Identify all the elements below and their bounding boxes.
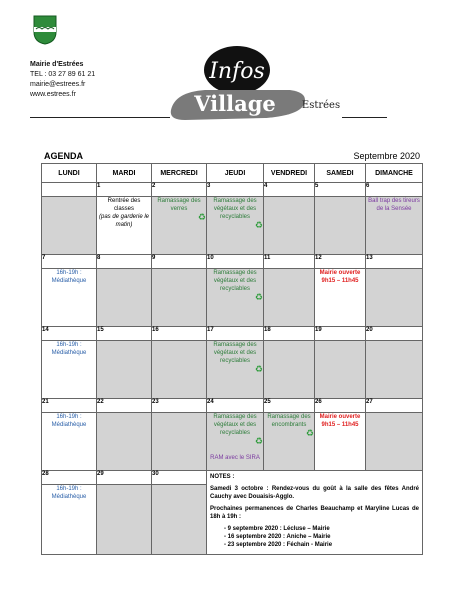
day-cell[interactable]	[264, 269, 315, 327]
recycle-icon: ♻	[254, 364, 263, 374]
date-number-row	[42, 183, 423, 197]
event-text: Ramassage des végétaux et des recyclables	[213, 414, 257, 436]
recycle-icon: ♻	[254, 292, 263, 302]
day-cell[interactable]	[97, 413, 152, 471]
day-cell[interactable]	[366, 341, 423, 399]
recycle-icon: ♻	[254, 436, 263, 446]
date-number: 27	[366, 399, 423, 413]
date-number: 28	[42, 471, 97, 485]
date-number: 19	[315, 327, 366, 341]
date-number: 9	[152, 255, 207, 269]
date-number: 17	[207, 327, 264, 341]
date-number: 5	[315, 183, 366, 197]
mairie-tel: TEL : 03 27 89 61 21	[30, 71, 96, 78]
event-row	[42, 413, 423, 471]
day-cell[interactable]	[207, 413, 264, 471]
date-number: 29	[97, 471, 152, 485]
event-text: 16h-19h : Médiathèque	[51, 342, 87, 356]
date-number: 20	[366, 327, 423, 341]
date-number: 22	[97, 399, 152, 413]
date-number: 3	[207, 183, 264, 197]
day-cell[interactable]	[97, 341, 152, 399]
event-text: Ramassage des verres	[157, 198, 201, 212]
event-text: 16h-19h : Médiathèque	[51, 414, 87, 428]
recycle-icon: ♻	[305, 428, 314, 438]
day-header: DIMANCHE	[366, 164, 423, 183]
month-title: Septembre 2020	[353, 151, 420, 161]
date-number: 2	[152, 183, 207, 197]
day-cell[interactable]	[42, 269, 97, 327]
date-number-row	[42, 255, 423, 269]
event-row	[42, 197, 423, 255]
date-number: 12	[315, 255, 366, 269]
day-cell[interactable]	[366, 197, 423, 255]
event-text: 16h-19h : Médiathèque	[51, 270, 87, 284]
day-cell[interactable]	[152, 485, 207, 555]
date-number	[42, 183, 97, 197]
date-number: 11	[264, 255, 315, 269]
event-text: Ramassage des encombrants	[267, 414, 311, 428]
day-header: SAMEDI	[315, 164, 366, 183]
event-text: Rentrée des classes	[107, 198, 141, 212]
date-number-row	[42, 399, 423, 413]
date-number: 18	[264, 327, 315, 341]
date-number: 24	[207, 399, 264, 413]
date-number: 21	[42, 399, 97, 413]
date-number: 8	[97, 255, 152, 269]
day-cell[interactable]	[207, 269, 264, 327]
date-number: 15	[97, 327, 152, 341]
event-subtext: 9h15 – 11h45	[321, 278, 359, 284]
event-text: Ramassage des végétaux et des recyclables	[213, 270, 257, 292]
event-row	[42, 341, 423, 399]
day-cell[interactable]	[42, 197, 97, 255]
event-text: Ramassage des végétaux et des recyclables	[213, 342, 257, 364]
day-cell[interactable]	[264, 341, 315, 399]
banner-estrees: Estrées	[301, 100, 341, 111]
date-number: 4	[264, 183, 315, 197]
event-text: Ball trap des tireurs de la Sensée	[368, 198, 420, 212]
permanence-item: - 16 septembre 2020 : Aniche – Mairie	[234, 533, 419, 541]
event-text: 16h-19h : Médiathèque	[51, 486, 87, 500]
date-number: 26	[315, 399, 366, 413]
permanence-item: - 23 septembre 2020 : Féchain - Mairie	[234, 541, 419, 549]
day-cell[interactable]	[152, 197, 207, 255]
date-number: 1	[97, 183, 152, 197]
mairie-email[interactable]: mairie@estrees.fr	[30, 81, 86, 88]
date-number: 7	[42, 255, 97, 269]
day-cell[interactable]	[97, 485, 152, 555]
day-cell[interactable]	[152, 413, 207, 471]
day-cell[interactable]	[366, 269, 423, 327]
notes-title: NOTES :	[210, 474, 235, 480]
notes-paragraph: Samedi 3 octobre : Rendez-vous du goût à la salle des fêtes André Cauchy avec Douaisis-Agglo.	[210, 486, 419, 500]
day-cell[interactable]	[152, 269, 207, 327]
event-text: Ramassage des végétaux et des recyclables	[213, 198, 257, 220]
infos-village-banner	[165, 40, 345, 126]
date-number: 14	[42, 327, 97, 341]
recycle-icon: ♻	[254, 220, 263, 230]
day-header: VENDREDI	[264, 164, 315, 183]
day-cell[interactable]	[97, 269, 152, 327]
event-subtext: RAM avec le SIRA	[210, 454, 260, 461]
date-number: 10	[207, 255, 264, 269]
day-cell[interactable]	[264, 197, 315, 255]
event-subtext: (pas de garderie le matin)	[98, 214, 150, 228]
mairie-contact	[30, 60, 95, 100]
event-subtext: 9h15 – 11h45	[321, 422, 359, 428]
date-number: 30	[152, 471, 207, 485]
calendar-table	[41, 163, 423, 555]
date-number: 25	[264, 399, 315, 413]
day-header-row	[42, 164, 423, 183]
day-cell[interactable]	[315, 197, 366, 255]
day-cell[interactable]	[315, 413, 366, 471]
mairie-name: Mairie d'Estrées	[30, 61, 84, 68]
notes-paragraph: Prochaines permanences de Charles Beauchamp et Maryline Lucas de 18h à 19h :	[210, 506, 419, 520]
date-number: 16	[152, 327, 207, 341]
day-cell[interactable]	[152, 341, 207, 399]
day-cell[interactable]	[207, 341, 264, 399]
day-cell[interactable]	[366, 413, 423, 471]
event-text: Mairie ouverte	[319, 270, 361, 276]
day-header: MERCREDI	[152, 164, 207, 183]
page-header	[0, 0, 450, 140]
agenda-title: AGENDA	[44, 151, 84, 161]
day-cell[interactable]	[207, 197, 264, 255]
day-cell[interactable]	[97, 197, 152, 255]
notes-panel	[207, 471, 423, 555]
date-number-row	[42, 327, 423, 341]
day-cell[interactable]	[315, 269, 366, 327]
date-number: 6	[366, 183, 423, 197]
date-number: 13	[366, 255, 423, 269]
day-header: LUNDI	[42, 164, 97, 183]
event-text: Mairie ouverte	[319, 414, 361, 420]
banner-infos: Infos	[209, 59, 265, 84]
mairie-website[interactable]: www.estrees.fr	[30, 91, 76, 98]
day-header: JEUDI	[207, 164, 264, 183]
event-row	[42, 269, 423, 327]
day-cell[interactable]	[264, 413, 315, 471]
date-number-row	[42, 471, 423, 485]
banner-village: Village	[194, 91, 276, 116]
header-rule-right	[342, 117, 387, 118]
date-number: 23	[152, 399, 207, 413]
permanence-list	[210, 525, 419, 549]
day-cell[interactable]	[42, 485, 97, 555]
day-cell[interactable]	[42, 341, 97, 399]
day-cell[interactable]	[42, 413, 97, 471]
day-header: MARDI	[97, 164, 152, 183]
recycle-icon: ♻	[197, 212, 206, 222]
coat-of-arms-logo	[33, 15, 57, 45]
header-rule-left	[30, 117, 170, 118]
permanence-item: - 9 septembre 2020 : Lécluse – Mairie	[234, 525, 419, 533]
day-cell[interactable]	[315, 341, 366, 399]
